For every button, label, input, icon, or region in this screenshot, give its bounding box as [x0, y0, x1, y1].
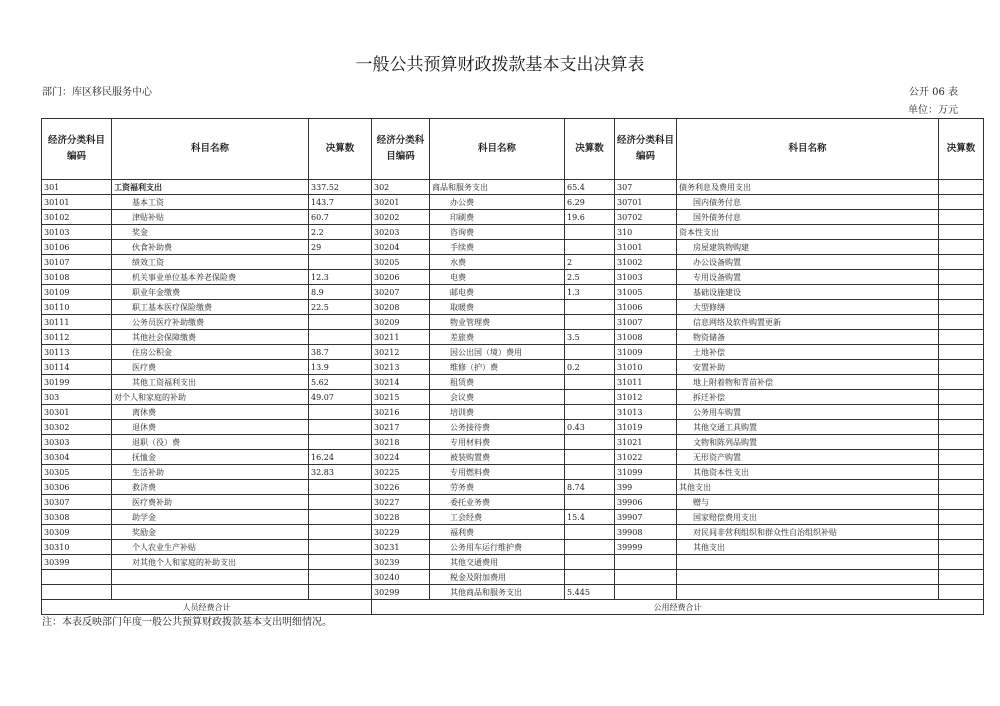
amount-cell: [939, 465, 984, 480]
name-cell: 办公费: [430, 195, 565, 210]
code-cell: 30203: [372, 225, 430, 240]
code-cell: 31099: [615, 465, 677, 480]
code-cell: 30209: [372, 315, 430, 330]
amount-cell: [565, 345, 615, 360]
name-cell: [112, 585, 309, 600]
amount-cell: [939, 510, 984, 525]
amount-cell: [565, 435, 615, 450]
header-name-2: 科目名称: [430, 119, 565, 180]
table-row: [42, 285, 984, 300]
header-name-3: 科目名称: [677, 119, 939, 180]
amount-cell: [939, 210, 984, 225]
name-cell: 印刷费: [430, 210, 565, 225]
code-cell: 30206: [372, 270, 430, 285]
code-cell: 31019: [615, 420, 677, 435]
amount-cell: [939, 540, 984, 555]
code-cell: 39906: [615, 495, 677, 510]
name-cell: 培训费: [430, 405, 565, 420]
code-cell: 30306: [42, 480, 112, 495]
name-cell: 公务员医疗补助缴费: [112, 315, 309, 330]
name-cell: [677, 570, 939, 585]
amount-cell: [565, 300, 615, 315]
code-cell: 30309: [42, 525, 112, 540]
amount-cell: [939, 330, 984, 345]
name-cell: 会议费: [430, 390, 565, 405]
personnel-total-label: 人员经费合计: [42, 600, 372, 615]
amount-cell: [309, 495, 372, 510]
table-header-row: [42, 119, 984, 180]
code-cell: 302: [372, 180, 430, 195]
table-row: [42, 180, 984, 195]
code-cell: 30113: [42, 345, 112, 360]
table-row: [42, 195, 984, 210]
code-cell: 30224: [372, 450, 430, 465]
code-cell: 30216: [372, 405, 430, 420]
name-cell: 福利费: [430, 525, 565, 540]
code-cell: 30106: [42, 240, 112, 255]
name-cell: 房屋建筑物购建: [677, 240, 939, 255]
amount-cell: [309, 510, 372, 525]
name-cell: 退职（役）费: [112, 435, 309, 450]
code-cell: 30102: [42, 210, 112, 225]
name-cell: 信息网络及软件购置更新: [677, 315, 939, 330]
amount-cell: [939, 255, 984, 270]
code-cell: 30211: [372, 330, 430, 345]
code-cell: 301: [42, 180, 112, 195]
code-cell: 30214: [372, 375, 430, 390]
amount-cell: [939, 480, 984, 495]
name-cell: 对民间非营利组织和群众性自治组织补贴: [677, 525, 939, 540]
code-cell: 30702: [615, 210, 677, 225]
amount-cell: [565, 375, 615, 390]
name-cell: 公务接待费: [430, 420, 565, 435]
table-row: [42, 375, 984, 390]
name-cell: 咨询费: [430, 225, 565, 240]
table-row: [42, 450, 984, 465]
amount-cell: [939, 225, 984, 240]
name-cell: 其他商品和服务支出: [430, 585, 565, 600]
code-cell: 31002: [615, 255, 677, 270]
amount-cell: [309, 525, 372, 540]
code-cell: 30217: [372, 420, 430, 435]
name-cell: 医疗费: [112, 360, 309, 375]
table-row: [42, 225, 984, 240]
name-cell: 商品和服务支出: [430, 180, 565, 195]
header-code-3: 经济分类科目编码: [615, 119, 677, 180]
table-row: [42, 270, 984, 285]
amount-cell: 337.52: [309, 180, 372, 195]
amount-cell: 5.445: [565, 585, 615, 600]
name-cell: 取暖费: [430, 300, 565, 315]
header-amount-2: 决算数: [565, 119, 615, 180]
amount-cell: [939, 375, 984, 390]
name-cell: 劳务费: [430, 480, 565, 495]
amount-cell: [939, 315, 984, 330]
name-cell: 其他工资福利支出: [112, 375, 309, 390]
code-cell: 30199: [42, 375, 112, 390]
name-cell: 对其他个人和家庭的补助支出: [112, 555, 309, 570]
table-row: [42, 495, 984, 510]
name-cell: 安置补助: [677, 360, 939, 375]
name-cell: 地上附着物和青苗补偿: [677, 375, 939, 390]
amount-cell: 60.7: [309, 210, 372, 225]
name-cell: 职业年金缴费: [112, 285, 309, 300]
name-cell: 专用设备购置: [677, 270, 939, 285]
table-row: [42, 420, 984, 435]
table-row: [42, 240, 984, 255]
code-cell: 39908: [615, 525, 677, 540]
name-cell: [112, 570, 309, 585]
code-cell: 30302: [42, 420, 112, 435]
table-row: [42, 480, 984, 495]
code-cell: 30204: [372, 240, 430, 255]
code-cell: 30231: [372, 540, 430, 555]
amount-cell: [939, 525, 984, 540]
name-cell: 其他交通费用: [430, 555, 565, 570]
name-cell: 奖金: [112, 225, 309, 240]
code-cell: 30213: [372, 360, 430, 375]
name-cell: 维修（护）费: [430, 360, 565, 375]
amount-cell: [565, 465, 615, 480]
amount-cell: [565, 525, 615, 540]
amount-cell: [309, 420, 372, 435]
amount-cell: 65.4: [565, 180, 615, 195]
name-cell: 其他支出: [677, 540, 939, 555]
amount-cell: 13.9: [309, 360, 372, 375]
code-cell: 30399: [42, 555, 112, 570]
name-cell: 大型修缮: [677, 300, 939, 315]
amount-cell: 0.43: [565, 420, 615, 435]
amount-cell: [309, 330, 372, 345]
amount-cell: 29: [309, 240, 372, 255]
name-cell: 资本性支出: [677, 225, 939, 240]
code-cell: 31010: [615, 360, 677, 375]
amount-cell: 8.74: [565, 480, 615, 495]
amount-cell: 19.6: [565, 210, 615, 225]
code-cell: 30109: [42, 285, 112, 300]
amount-cell: [309, 585, 372, 600]
code-cell: 30112: [42, 330, 112, 345]
name-cell: [677, 555, 939, 570]
name-cell: 工会经费: [430, 510, 565, 525]
amount-cell: 12.3: [309, 270, 372, 285]
name-cell: 办公设备购置: [677, 255, 939, 270]
table-row: [42, 390, 984, 405]
code-cell: 30239: [372, 555, 430, 570]
unit-label: 单位：万元: [908, 105, 958, 116]
name-cell: 工资福利支出: [112, 180, 309, 195]
amount-cell: [565, 405, 615, 420]
table-row: [42, 555, 984, 570]
amount-cell: [309, 435, 372, 450]
code-cell: 31021: [615, 435, 677, 450]
name-cell: 专用材料费: [430, 435, 565, 450]
header-code-1: 经济分类科目编码: [42, 119, 112, 180]
code-cell: 31005: [615, 285, 677, 300]
header-amount-1: 决算数: [309, 119, 372, 180]
name-cell: 救济费: [112, 480, 309, 495]
code-cell: [615, 570, 677, 585]
amount-cell: [565, 495, 615, 510]
amount-cell: [939, 240, 984, 255]
amount-cell: [565, 555, 615, 570]
form-number: 公开 06 表: [908, 87, 958, 98]
name-cell: 专用燃料费: [430, 465, 565, 480]
amount-cell: 32.83: [309, 465, 372, 480]
table-row: [42, 525, 984, 540]
amount-cell: [939, 285, 984, 300]
name-cell: 医疗费补助: [112, 495, 309, 510]
name-cell: 因公出国（境）费用: [430, 345, 565, 360]
code-cell: 30218: [372, 435, 430, 450]
amount-cell: [939, 195, 984, 210]
code-cell: 30111: [42, 315, 112, 330]
amount-cell: [939, 180, 984, 195]
amount-cell: [309, 480, 372, 495]
name-cell: 其他交通工具购置: [677, 420, 939, 435]
code-cell: 30212: [372, 345, 430, 360]
name-cell: 机关事业单位基本养老保险费: [112, 270, 309, 285]
code-cell: 399: [615, 480, 677, 495]
code-cell: 30205: [372, 255, 430, 270]
public-total-label: 公用经费合计: [372, 600, 984, 615]
code-cell: 30202: [372, 210, 430, 225]
code-cell: [615, 555, 677, 570]
amount-cell: 16.24: [309, 450, 372, 465]
code-cell: 30208: [372, 300, 430, 315]
amount-cell: [939, 570, 984, 585]
code-cell: 30307: [42, 495, 112, 510]
name-cell: 物资储备: [677, 330, 939, 345]
code-cell: 39907: [615, 510, 677, 525]
department-label: 部门：库区移民服务中心: [42, 87, 152, 98]
amount-cell: 22.5: [309, 300, 372, 315]
code-cell: 30225: [372, 465, 430, 480]
table-row: [42, 210, 984, 225]
amount-cell: [939, 270, 984, 285]
code-cell: 31008: [615, 330, 677, 345]
code-cell: 30226: [372, 480, 430, 495]
table-row: [42, 510, 984, 525]
name-cell: 水费: [430, 255, 565, 270]
table-row: [42, 570, 984, 585]
amount-cell: [309, 315, 372, 330]
amount-cell: [309, 555, 372, 570]
code-cell: 31013: [615, 405, 677, 420]
header-name-1: 科目名称: [112, 119, 309, 180]
code-cell: [42, 585, 112, 600]
amount-cell: 0.2: [565, 360, 615, 375]
name-cell: 公务用车购置: [677, 405, 939, 420]
name-cell: 其他社会保障缴费: [112, 330, 309, 345]
code-cell: 30310: [42, 540, 112, 555]
name-cell: 个人农业生产补贴: [112, 540, 309, 555]
name-cell: 租赁费: [430, 375, 565, 390]
code-cell: 30299: [372, 585, 430, 600]
code-cell: 30304: [42, 450, 112, 465]
amount-cell: 6.29: [565, 195, 615, 210]
name-cell: 无形资产购置: [677, 450, 939, 465]
footnote: 注：本表反映部门年度一般公共预算财政拨款基本支出明细情况。: [42, 617, 332, 628]
table-row: [42, 405, 984, 420]
name-cell: 对个人和家庭的补助: [112, 390, 309, 405]
code-cell: 30228: [372, 510, 430, 525]
name-cell: 伙食补助费: [112, 240, 309, 255]
name-cell: 助学金: [112, 510, 309, 525]
name-cell: 土地补偿: [677, 345, 939, 360]
amount-cell: 143.7: [309, 195, 372, 210]
name-cell: 国内债务付息: [677, 195, 939, 210]
amount-cell: [939, 495, 984, 510]
table-row: [42, 300, 984, 315]
table-row: [42, 465, 984, 480]
name-cell: 委托业务费: [430, 495, 565, 510]
amount-cell: [939, 300, 984, 315]
code-cell: 31022: [615, 450, 677, 465]
code-cell: 31006: [615, 300, 677, 315]
amount-cell: 2.2: [309, 225, 372, 240]
name-cell: 住房公积金: [112, 345, 309, 360]
amount-cell: [565, 570, 615, 585]
amount-cell: [309, 255, 372, 270]
code-cell: 30207: [372, 285, 430, 300]
name-cell: 退休费: [112, 420, 309, 435]
code-cell: 30701: [615, 195, 677, 210]
code-cell: 31001: [615, 240, 677, 255]
code-cell: 30103: [42, 225, 112, 240]
table-row: [42, 435, 984, 450]
name-cell: 文物和陈列品购置: [677, 435, 939, 450]
amount-cell: [939, 390, 984, 405]
name-cell: 债务利息及费用支出: [677, 180, 939, 195]
code-cell: 30308: [42, 510, 112, 525]
amount-cell: [565, 390, 615, 405]
name-cell: 基本工资: [112, 195, 309, 210]
name-cell: 差旅费: [430, 330, 565, 345]
code-cell: [615, 585, 677, 600]
header-code-2: 经济分类科目编码: [372, 119, 430, 180]
amount-cell: [939, 345, 984, 360]
amount-cell: 5.62: [309, 375, 372, 390]
amount-cell: 8.9: [309, 285, 372, 300]
amount-cell: 3.5: [565, 330, 615, 345]
name-cell: 国外债务付息: [677, 210, 939, 225]
code-cell: 39999: [615, 540, 677, 555]
name-cell: 税金及附加费用: [430, 570, 565, 585]
name-cell: 其他支出: [677, 480, 939, 495]
name-cell: 手续费: [430, 240, 565, 255]
code-cell: 31009: [615, 345, 677, 360]
amount-cell: [939, 450, 984, 465]
code-cell: 30201: [372, 195, 430, 210]
code-cell: 30229: [372, 525, 430, 540]
code-cell: 31012: [615, 390, 677, 405]
name-cell: 职工基本医疗保险缴费: [112, 300, 309, 315]
amount-cell: 38.7: [309, 345, 372, 360]
amount-cell: 2: [565, 255, 615, 270]
code-cell: [42, 570, 112, 585]
amount-cell: [939, 435, 984, 450]
amount-cell: [939, 585, 984, 600]
table-row: [42, 540, 984, 555]
table-row: [42, 360, 984, 375]
table-row: [42, 315, 984, 330]
code-cell: 30107: [42, 255, 112, 270]
amount-cell: [939, 360, 984, 375]
name-cell: 其他资本性支出: [677, 465, 939, 480]
amount-cell: 49.07: [309, 390, 372, 405]
name-cell: 基础设施建设: [677, 285, 939, 300]
name-cell: 奖励金: [112, 525, 309, 540]
name-cell: 抚恤金: [112, 450, 309, 465]
code-cell: 31003: [615, 270, 677, 285]
code-cell: 30101: [42, 195, 112, 210]
name-cell: 邮电费: [430, 285, 565, 300]
code-cell: 31007: [615, 315, 677, 330]
table-row: [42, 255, 984, 270]
name-cell: 绩效工资: [112, 255, 309, 270]
code-cell: 30303: [42, 435, 112, 450]
table-row: [42, 330, 984, 345]
name-cell: 被装购置费: [430, 450, 565, 465]
code-cell: 30114: [42, 360, 112, 375]
amount-cell: [939, 555, 984, 570]
name-cell: 赠与: [677, 495, 939, 510]
amount-cell: [939, 405, 984, 420]
code-cell: 30240: [372, 570, 430, 585]
amount-cell: [565, 315, 615, 330]
name-cell: 公务用车运行维护费: [430, 540, 565, 555]
amount-cell: [565, 540, 615, 555]
name-cell: 生活补助: [112, 465, 309, 480]
amount-cell: [565, 450, 615, 465]
amount-cell: 2.5: [565, 270, 615, 285]
code-cell: 30108: [42, 270, 112, 285]
name-cell: 物业管理费: [430, 315, 565, 330]
table-row: [42, 345, 984, 360]
name-cell: 拆迁补偿: [677, 390, 939, 405]
amount-cell: [309, 540, 372, 555]
name-cell: 电费: [430, 270, 565, 285]
code-cell: 31011: [615, 375, 677, 390]
amount-cell: [309, 570, 372, 585]
code-cell: 30305: [42, 465, 112, 480]
name-cell: 国家赔偿费用支出: [677, 510, 939, 525]
amount-cell: [309, 405, 372, 420]
table-body: [42, 180, 984, 600]
amount-cell: [939, 420, 984, 435]
amount-cell: 1.3: [565, 285, 615, 300]
name-cell: 津贴补贴: [112, 210, 309, 225]
amount-cell: [565, 240, 615, 255]
code-cell: 307: [615, 180, 677, 195]
amount-cell: [565, 225, 615, 240]
table-row: [42, 585, 984, 600]
code-cell: 30301: [42, 405, 112, 420]
expenditure-table: [41, 118, 984, 615]
name-cell: [677, 585, 939, 600]
code-cell: 30110: [42, 300, 112, 315]
amount-cell: 15.4: [565, 510, 615, 525]
page-title: 一般公共预算财政拨款基本支出决算表: [355, 55, 645, 75]
code-cell: 30227: [372, 495, 430, 510]
name-cell: 离休费: [112, 405, 309, 420]
header-amount-3: 决算数: [939, 119, 984, 180]
code-cell: 303: [42, 390, 112, 405]
code-cell: 30215: [372, 390, 430, 405]
code-cell: 310: [615, 225, 677, 240]
